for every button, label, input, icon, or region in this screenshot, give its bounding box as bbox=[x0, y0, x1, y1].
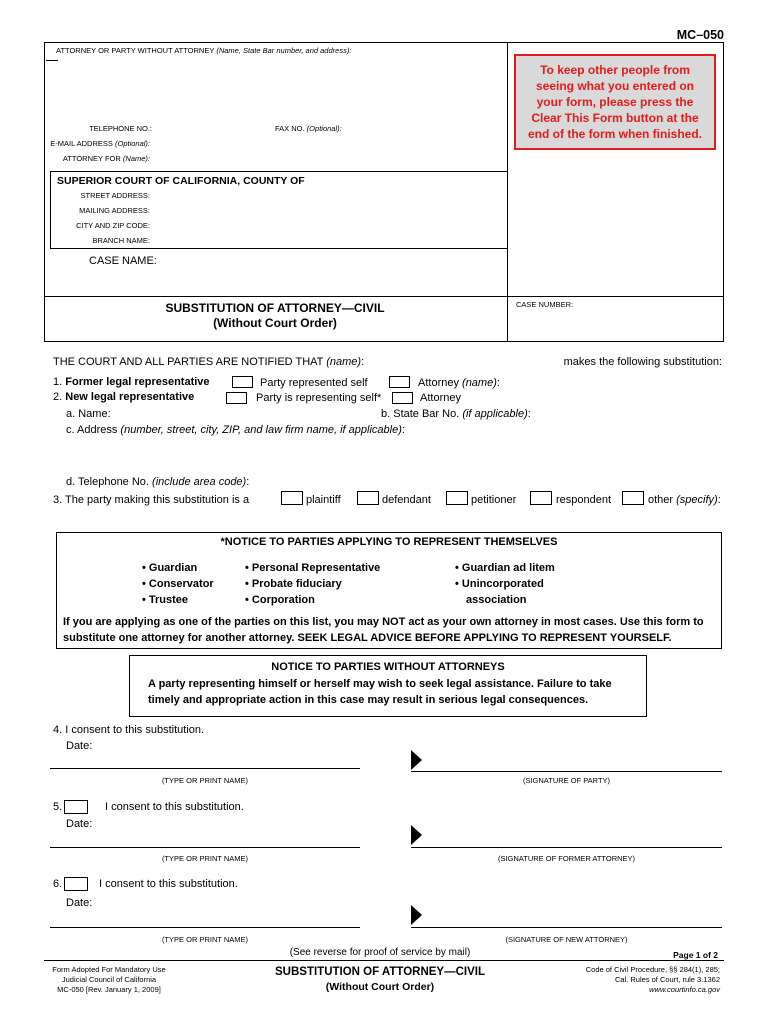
consent5-name-caption: (TYPE OR PRINT NAME) bbox=[161, 854, 249, 863]
attorney-name-field[interactable] bbox=[50, 58, 500, 118]
footer-website-link[interactable]: www.courtinfo.ca.gov bbox=[649, 985, 720, 994]
court-street-field[interactable] bbox=[155, 189, 495, 200]
notice-item-guardian: • Guardian bbox=[142, 562, 198, 574]
item2-address-label: c. Address (number, street, city, ZIP, and law firm name, if applicable): bbox=[66, 424, 405, 436]
consent5-num: 5. bbox=[53, 801, 63, 813]
petitioner-label: petitioner bbox=[471, 494, 517, 506]
consent5-signature-line[interactable] bbox=[411, 847, 722, 848]
phone-field[interactable] bbox=[278, 474, 478, 487]
consent6-signature-caption: (SIGNATURE OF NEW ATTORNEY) bbox=[505, 935, 628, 944]
former-attorney-label: Attorney (name): bbox=[418, 377, 500, 389]
consent5-name-line[interactable] bbox=[50, 847, 360, 848]
case-name-field[interactable] bbox=[155, 253, 495, 289]
item2-phone-label: d. Telephone No. (include area code): bbox=[66, 476, 250, 488]
court-branch-field[interactable] bbox=[155, 234, 495, 245]
court-county-field[interactable] bbox=[300, 174, 500, 186]
address-field[interactable] bbox=[80, 438, 720, 472]
new-party-self-label: Party is representing self* bbox=[256, 392, 382, 404]
page-number: Page 1 of 2 bbox=[673, 950, 718, 960]
notice-col2 bbox=[245, 560, 380, 608]
branch-label: BRANCH NAME: bbox=[92, 236, 150, 245]
attorney-for-label: ATTORNEY FOR (Name): bbox=[62, 154, 150, 163]
consent6-date-label: Date: bbox=[66, 897, 93, 909]
footer-right-line2: Cal. Rules of Court, rule 3.1362 bbox=[614, 975, 720, 984]
consent4-date-field[interactable] bbox=[98, 738, 248, 751]
item1-label: 1. Former legal representative bbox=[53, 376, 210, 388]
form-title: SUBSTITUTION OF ATTORNEY—CIVIL bbox=[165, 301, 385, 315]
consent5-signature-caption: (SIGNATURE OF FORMER ATTORNEY) bbox=[497, 854, 636, 863]
item2-label: 2. New legal representative bbox=[53, 391, 195, 403]
substituting-party-field[interactable] bbox=[385, 354, 555, 367]
caption-rule bbox=[44, 296, 724, 297]
state-bar-field[interactable] bbox=[545, 406, 720, 419]
consent5-date-label: Date: bbox=[66, 818, 93, 830]
email-field[interactable] bbox=[153, 137, 493, 148]
other-label: other (specify): bbox=[648, 494, 721, 506]
notice-col1 bbox=[142, 560, 214, 608]
notice-item-unincorporated: • Unincorporated bbox=[455, 578, 544, 590]
consent6-num: 6. bbox=[53, 878, 63, 890]
intro-tail: makes the following substitution: bbox=[563, 356, 722, 368]
petitioner-checkbox[interactable] bbox=[446, 491, 468, 505]
notice-col3 bbox=[455, 560, 555, 608]
former-attorney-checkbox[interactable] bbox=[389, 376, 410, 388]
notice-no-attorney-title: NOTICE TO PARTIES WITHOUT ATTORNEYS bbox=[271, 661, 505, 673]
consent4-name-line[interactable] bbox=[50, 768, 360, 769]
notice-item-trustee: • Trustee bbox=[142, 594, 189, 606]
form-code: MC–050 bbox=[676, 28, 724, 42]
notice-self-represent-para: If you are applying as one of the parties on this list, you may NOT act as your own attorney in most cases. Use this form to substitute one attorney for another attorney. SEEK LEGAL ADVICE BEFORE APPLYING TO REPRESENT YOURSELF. bbox=[63, 616, 704, 644]
former-attorney-name-field[interactable] bbox=[505, 375, 720, 388]
consent5-checkbox[interactable] bbox=[64, 800, 88, 814]
notice-item-corporation: • Corporation bbox=[245, 594, 315, 606]
former-party-self-checkbox[interactable] bbox=[232, 376, 253, 388]
plaintiff-label: plaintiff bbox=[306, 494, 341, 506]
consent6-date-field[interactable] bbox=[98, 895, 248, 908]
telephone-label: TELEPHONE NO.: bbox=[89, 124, 152, 133]
new-party-self-checkbox[interactable] bbox=[226, 392, 247, 404]
fax-field[interactable] bbox=[346, 122, 496, 133]
city-zip-label: CITY AND ZIP CODE: bbox=[76, 221, 150, 230]
court-title: SUPERIOR COURT OF CALIFORNIA, COUNTY OF bbox=[57, 175, 305, 187]
new-attorney-checkbox[interactable] bbox=[392, 392, 413, 404]
sign-arrow-icon bbox=[411, 750, 422, 770]
consent6-signature-line[interactable] bbox=[411, 927, 722, 928]
email-label: E-MAIL ADDRESS (Optional): bbox=[50, 139, 150, 148]
notice-item-probate: • Probate fiduciary bbox=[245, 578, 342, 590]
notice-item-association: association bbox=[466, 594, 527, 606]
footer-rule bbox=[44, 960, 724, 961]
footer-right-line1: Code of Civil Procedure, §§ 284(1), 285; bbox=[585, 965, 720, 974]
consent6-text: I consent to this substitution. bbox=[99, 878, 238, 890]
new-rep-name-field[interactable] bbox=[120, 406, 370, 419]
respondent-label: respondent bbox=[556, 494, 612, 506]
consent5-text: I consent to this substitution. bbox=[105, 801, 244, 813]
consent6-name-line[interactable] bbox=[50, 927, 360, 928]
consent6-checkbox[interactable] bbox=[64, 877, 88, 891]
notice-item-conservator: • Conservator bbox=[142, 578, 214, 590]
former-party-self-label: Party represented self bbox=[260, 377, 368, 389]
telephone-field[interactable] bbox=[155, 122, 265, 133]
item3-label: 3. The party making this substitution is a bbox=[53, 494, 250, 506]
other-checkbox[interactable] bbox=[622, 491, 644, 505]
item2-name-label: a. Name: bbox=[66, 408, 111, 420]
court-mailing-field[interactable] bbox=[155, 204, 495, 215]
new-attorney-label: Attorney bbox=[420, 392, 461, 404]
notice-no-attorney-para: A party representing himself or herself may wish to seek legal assistance. Failure to take timely and appropriate action in this case may result in serious legal consequences. bbox=[148, 678, 612, 706]
footer-right bbox=[500, 965, 720, 995]
case-name-label: CASE NAME: bbox=[89, 255, 157, 267]
sign-arrow-icon bbox=[411, 905, 422, 925]
notice-item-guardian-ad-litem: • Guardian ad litem bbox=[455, 562, 555, 574]
consent5-date-field[interactable] bbox=[98, 816, 248, 829]
case-number-label: CASE NUMBER: bbox=[516, 300, 574, 309]
consent4-signature-caption: (SIGNATURE OF PARTY) bbox=[522, 776, 611, 785]
attorney-header: ATTORNEY OR PARTY WITHOUT ATTORNEY (Name, State Bar number, and address): bbox=[56, 46, 352, 55]
attorney-for-field[interactable] bbox=[153, 152, 493, 163]
defendant-checkbox[interactable] bbox=[357, 491, 379, 505]
item2-bar-label: b. State Bar No. (if applicable): bbox=[381, 408, 531, 420]
defendant-label: defendant bbox=[382, 494, 431, 506]
case-number-field[interactable] bbox=[514, 312, 718, 336]
consent4-name-caption: (TYPE OR PRINT NAME) bbox=[161, 776, 249, 785]
intro-line: THE COURT AND ALL PARTIES ARE NOTIFIED THAT (name): bbox=[53, 356, 365, 368]
consent4-text: 4. I consent to this substitution. bbox=[53, 724, 205, 736]
respondent-checkbox[interactable] bbox=[530, 491, 552, 505]
footer-left bbox=[44, 965, 174, 995]
footer-subtitle: (Without Court Order) bbox=[325, 981, 435, 993]
footer-left-line1: Form Adopted For Mandatory Use bbox=[52, 965, 166, 974]
notice-item-personal-rep: • Personal Representative bbox=[245, 562, 381, 574]
consent4-date-label: Date: bbox=[66, 740, 93, 752]
mailing-label: MAILING ADDRESS: bbox=[79, 206, 150, 215]
clear-form-notice: To keep other people from seeing what you entered on your form, please press the Clear This Form button at the end of the form when finished. bbox=[514, 54, 716, 150]
consent6-name-caption: (TYPE OR PRINT NAME) bbox=[161, 935, 249, 944]
reverse-note: (See reverse for proof of service by mail) bbox=[289, 947, 471, 958]
footer-title: SUBSTITUTION OF ATTORNEY—CIVIL bbox=[275, 966, 485, 978]
footer-left-line2: Judicial Council of California bbox=[61, 975, 157, 984]
footer-left-line3: MC-050 [Rev. January 1, 2009] bbox=[57, 985, 161, 994]
street-label: STREET ADDRESS: bbox=[80, 191, 150, 200]
notice-self-represent-title: *NOTICE TO PARTIES APPLYING TO REPRESENT THEMSELVES bbox=[220, 536, 558, 548]
court-city-field[interactable] bbox=[155, 219, 495, 230]
fax-label: FAX NO. (Optional): bbox=[275, 124, 342, 133]
form-subtitle: (Without Court Order) bbox=[213, 316, 337, 330]
plaintiff-checkbox[interactable] bbox=[281, 491, 303, 505]
sign-arrow-icon bbox=[411, 825, 422, 845]
consent4-signature-line[interactable] bbox=[411, 771, 722, 772]
